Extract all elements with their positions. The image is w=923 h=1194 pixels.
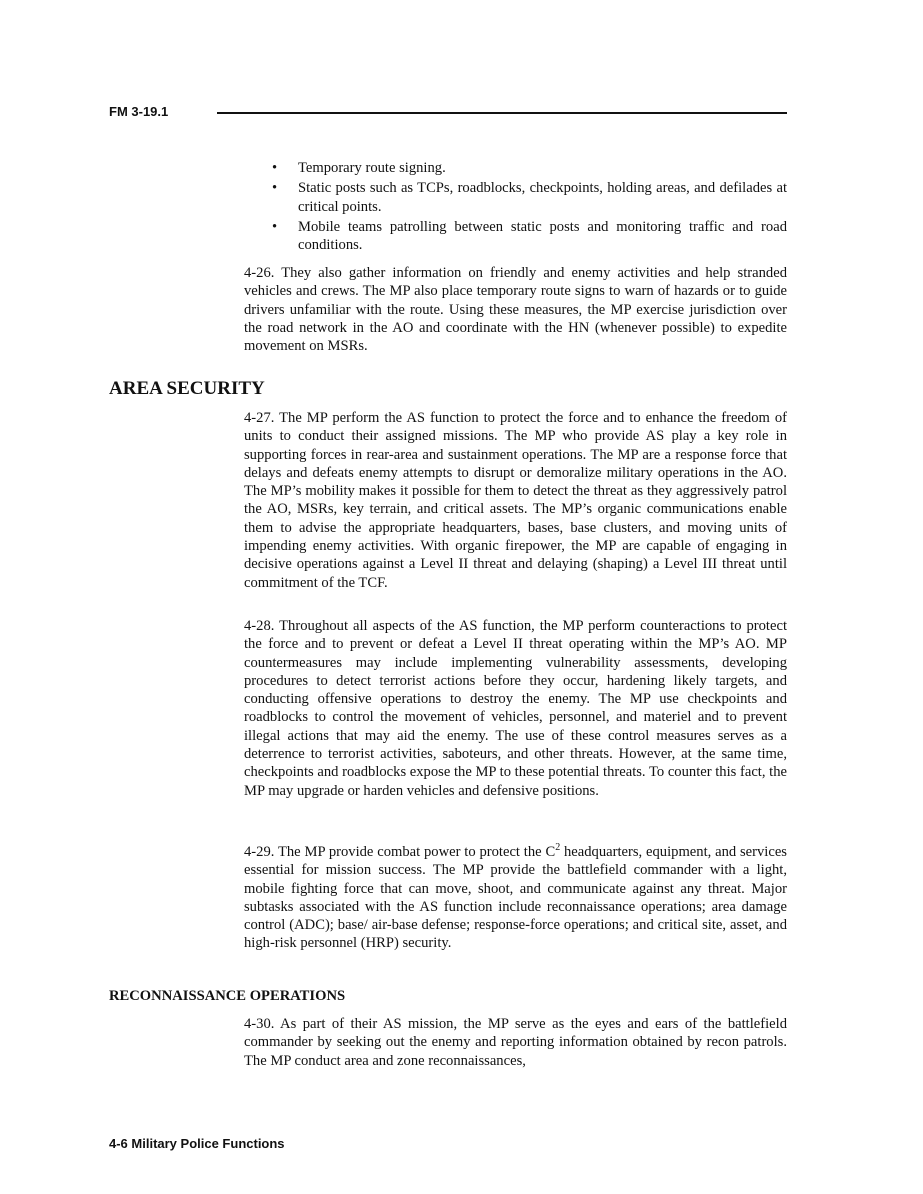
paragraph-4-26: 4-26. They also gather information on friendly and enemy activities and help stranded vehicles and crews. The MP also place temporary route signs to warn of hazards or to guide drivers unfamiliar with the route. Using these measures, the MP exercise jurisdiction over the road network in the AO and coordinate with the HN (whenever possible) to expedite movement on MSRs. <box>244 265 787 355</box>
paragraph-4-28: 4-28. Throughout all aspects of the AS function, the MP perform counteractions to protect the force and to prevent or defeat a Level II threat operating within the MP’s AO. MP countermeasures may include implementing vulnerability assessments, developing procedures to detect terrorist actions before they occur, hardening likely targets, and conducting offensive operations to destroy the enemy. The MP use checkpoints and roadblocks to control the movement of vehicles, personnel, and materiel and to prevent illegal actions that may aid the enemy. The use of these control measures serves as a deterrence to terrorist activities, saboteurs, and other threats. However, at the same time, checkpoints and roadblocks expose the MP to these potential threats. To counter this fact, the MP may upgrade or harden vehicles and defensive positions. <box>244 618 787 799</box>
bullet-icon: • <box>272 160 278 176</box>
list-item: • Static posts such as TCPs, roadblocks, checkpoints, holding areas, and defilades at critical points. <box>272 180 787 215</box>
section-heading-reconnaissance: RECONNAISSANCE OPERATIONS <box>109 988 346 1004</box>
list-item: • Temporary route signing. <box>272 160 446 176</box>
page-footer: 4-6 Military Police Functions <box>109 1136 285 1151</box>
bullet-list <box>244 159 787 256</box>
running-header: FM 3-19.1 <box>109 104 169 119</box>
list-item: • Mobile teams patrolling between static posts and monitoring traffic and road conditions. <box>272 218 787 254</box>
paragraph-4-27: 4-27. The MP perform the AS function to protect the force and to enhance the freedom of units to conduct their assigned missions. The MP who provide AS play a key role in supporting forces in rear-area and sustainment operations. The MP are a response force that delays and defeats enemy attempts to disrupt or demoralize military operations in the AO. The MP’s mobility makes it possible for them to detect the threat as they aggressively patrol the AO, MSRs, key terrain, and critical assets. The MP’s organic communications enable them to advise the appropriate headquarters, bases, base clusters, and moving units of impending enemy activities. With organic firepower, the MP are capable of engaging in decisive operations against a Level II threat and delaying (shaping) a Level III threat until commitment of the TCF. <box>244 410 787 591</box>
section-heading-area-security: AREA SECURITY <box>109 378 265 399</box>
header-rule <box>217 112 787 114</box>
paragraph-4-29: 4-29. The MP provide combat power to protect the $C^2$ headquarters, equipment, and services essential for mission success. The MP provide the battlefield commander with a light, mobile fighting force that can move, shoot, and communicate against any threat. Major subtasks associated with the AS function include reconnaissance operations; area damage control (ADC); base/ air-base defense; response-force operations; and critical site, asset, and high-risk personnel (HRP) security. <box>244 842 787 952</box>
bullet-icon: • <box>272 218 278 235</box>
paragraph-4-30: 4-30. As part of their AS mission, the MP serve as the eyes and ears of the battlefield commander by seeking out the enemy and reporting information obtained by recon patrols. The MP conduct area and zone reconnaissances, <box>244 1016 787 1069</box>
bullet-icon: • <box>272 180 278 197</box>
